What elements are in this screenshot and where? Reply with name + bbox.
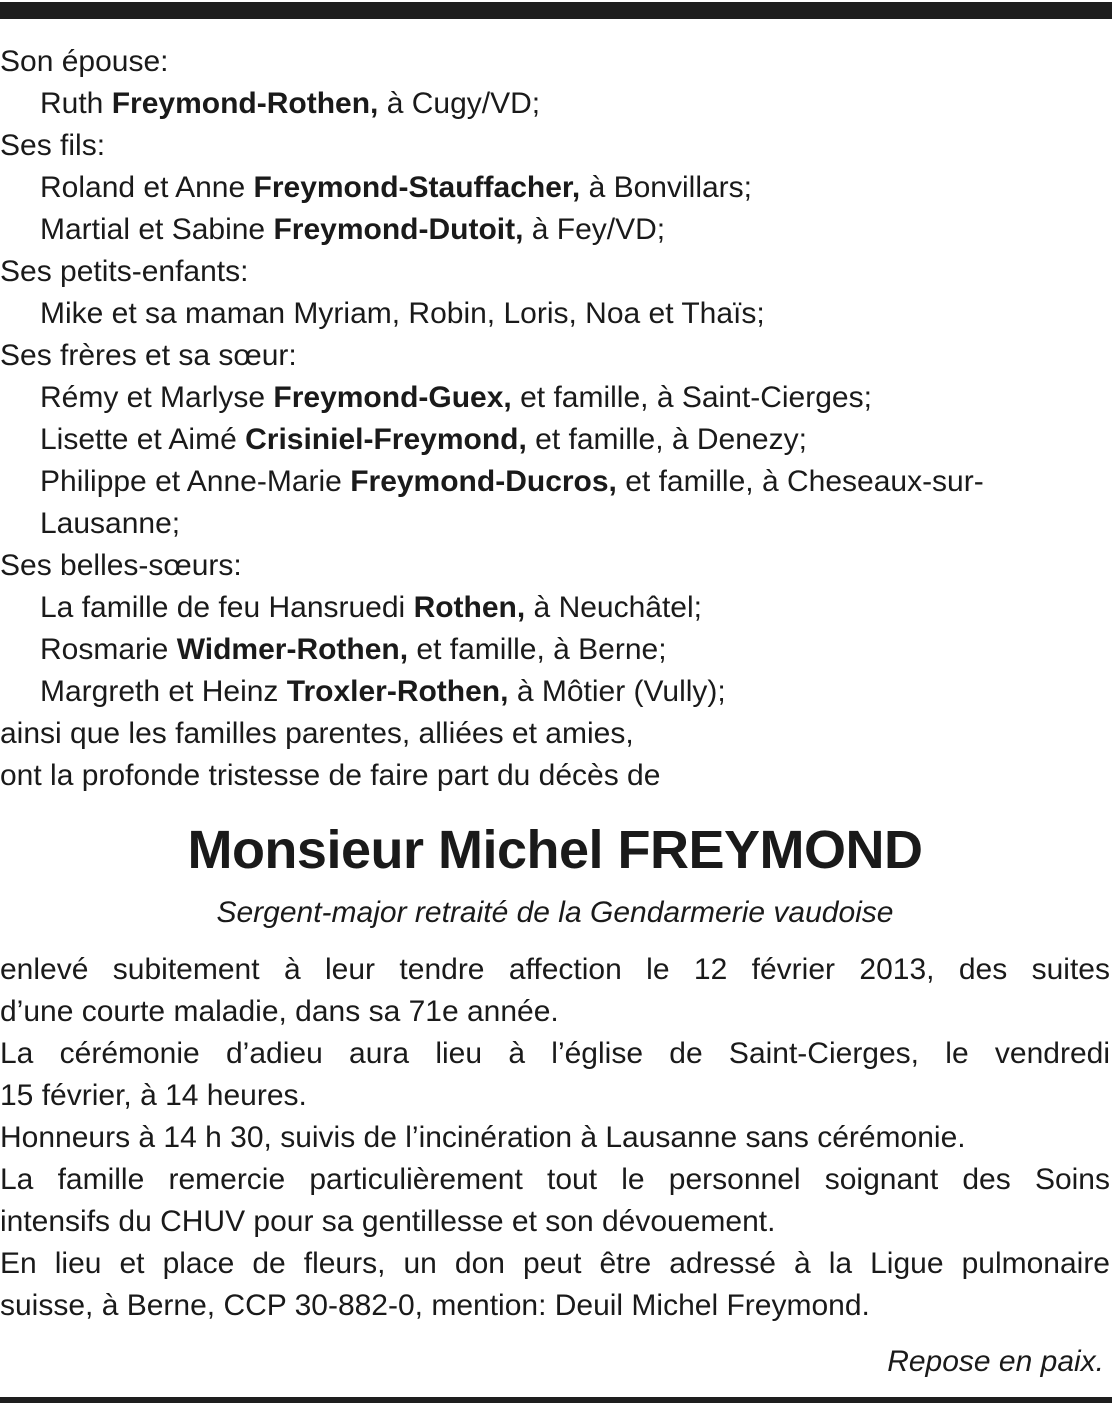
body-line: 15 février, à 14 heures.: [0, 1079, 307, 1112]
text: à Fey/VD;: [523, 213, 666, 246]
text: Roland et Anne: [40, 171, 254, 204]
notice-body: [0, 949, 1110, 1383]
body-line: enlevé subitement à leur tendre affection le 12 février 2013, des suites: [0, 953, 1110, 986]
text: et famille, à Saint-Cierges;: [511, 381, 872, 414]
family-name: Rothen,: [413, 591, 526, 624]
text: Lisette et Aimé: [40, 423, 246, 456]
body-line: Honneurs à 14 h 30, suivis de l’incinération à Lausanne sans cérémonie.: [0, 1121, 966, 1154]
body-line: intensifs du CHUV pour sa gentillesse et son dévouement.: [0, 1205, 776, 1238]
family-name: Widmer-Rothen,: [176, 633, 409, 666]
sister-in-law-line: [0, 587, 1110, 629]
sister-in-law-line: [0, 629, 1110, 671]
text: et famille, à Denezy;: [526, 423, 807, 456]
son-line: [0, 167, 1110, 209]
sibling-line: [0, 419, 1110, 461]
spouse-heading: Son épouse:: [0, 45, 169, 78]
family-name: Crisiniel-Freymond,: [245, 423, 527, 456]
bottom-rule: [0, 1397, 1112, 1403]
son-line: [0, 209, 1110, 251]
deceased-name: Monsieur Michel FREYMOND: [187, 820, 923, 880]
grandchildren-heading: Ses petits-enfants:: [0, 255, 249, 288]
text: et famille, à Cheseaux-sur-: [616, 465, 984, 498]
family-name: Freymond-Rothen,: [111, 87, 379, 120]
text: à Môtier (Vully);: [508, 675, 726, 708]
text: et famille, à Berne;: [408, 633, 667, 666]
text: La famille de feu Hansruedi: [40, 591, 414, 624]
body-line: d’une courte maladie, dans sa 71e année.: [0, 995, 559, 1028]
family-name: Freymond-Dutoit,: [273, 213, 524, 246]
body-line: La famille remercie particulièrement tout le personnel soignant des Soins: [0, 1163, 1110, 1196]
spouse-line: [0, 83, 1110, 125]
body-line: La cérémonie d’adieu aura lieu à l’église de Saint-Cierges, le vendredi: [0, 1037, 1110, 1070]
text: à Cugy/VD;: [378, 87, 541, 120]
closing-line: ainsi que les familles parentes, alliées et amies,: [0, 717, 634, 750]
sons-heading: Ses fils:: [0, 129, 106, 162]
deceased-header: [0, 815, 1110, 934]
grandchildren-line: Mike et sa maman Myriam, Robin, Loris, Noa et Thaïs;: [40, 297, 765, 330]
sisters-in-law-heading: Ses belles-sœurs:: [0, 549, 242, 582]
sibling-line: [0, 377, 1110, 419]
deceased-title: Sergent-major retraité de la Gendarmerie vaudoise: [216, 896, 894, 929]
text: à Bonvillars;: [580, 171, 752, 204]
closing-line: ont la profonde tristesse de faire part du décès de: [0, 759, 661, 792]
top-rule: [0, 2, 1112, 19]
text: Philippe et Anne-Marie: [40, 465, 351, 498]
repose-en-paix: Repose en paix.: [887, 1345, 1104, 1378]
body-line: suisse, à Berne, CCP 30-882-0, mention: Deuil Michel Freymond.: [0, 1289, 870, 1322]
family-name: Freymond-Stauffacher,: [253, 171, 581, 204]
family-name: Troxler-Rothen,: [286, 675, 509, 708]
family-list: [0, 41, 1110, 797]
sibling-line: [0, 461, 1110, 503]
family-name: Freymond-Guex,: [273, 381, 512, 414]
sibling-line-continued: Lausanne;: [40, 507, 181, 540]
text: Rosmarie: [40, 633, 177, 666]
sister-in-law-line: [0, 671, 1110, 713]
text: à Neuchâtel;: [525, 591, 702, 624]
text: Martial et Sabine: [40, 213, 274, 246]
text: Rémy et Marlyse: [40, 381, 274, 414]
siblings-heading: Ses frères et sa sœur:: [0, 339, 297, 372]
body-line: En lieu et place de fleurs, un don peut être adressé à la Ligue pulmonaire: [0, 1247, 1110, 1280]
family-name: Freymond-Ducros,: [350, 465, 617, 498]
text: Ruth: [40, 87, 112, 120]
text: Margreth et Heinz: [40, 675, 287, 708]
